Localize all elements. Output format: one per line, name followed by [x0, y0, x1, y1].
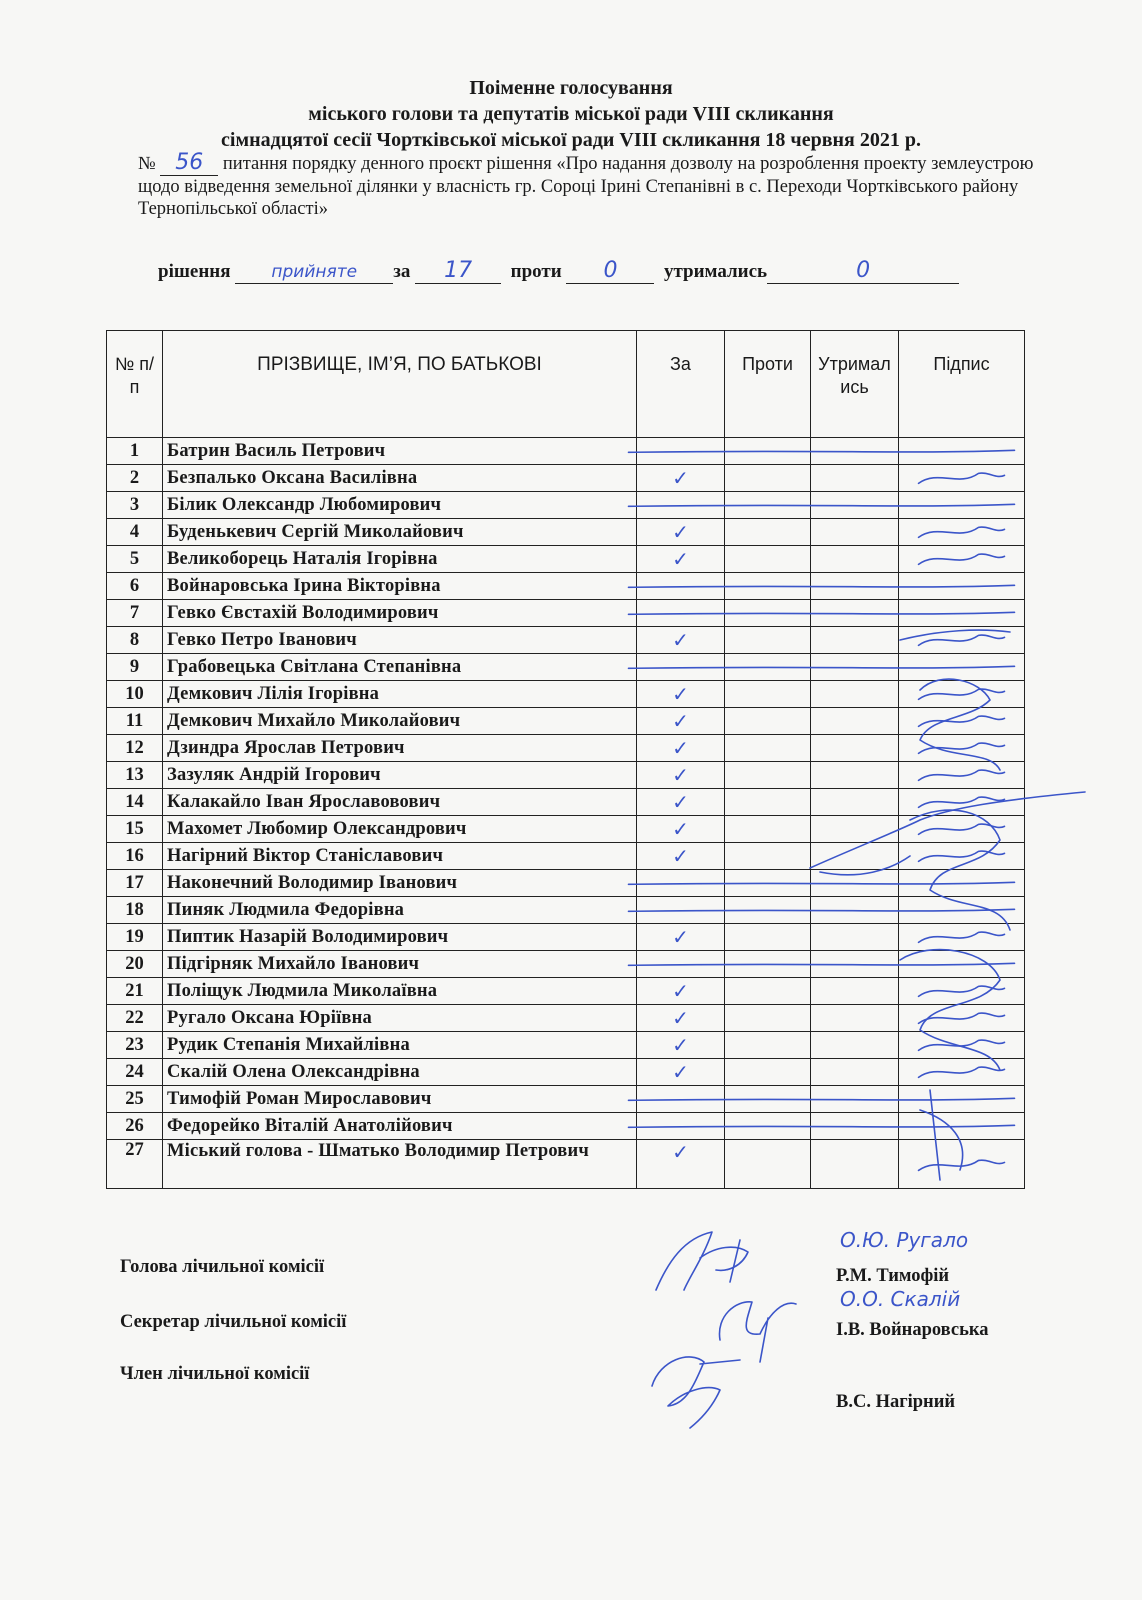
- vote-abstain-cell: [811, 708, 899, 735]
- row-number: 23: [107, 1032, 163, 1059]
- decision-field: [235, 261, 393, 284]
- signature-cell: [899, 1140, 1025, 1189]
- signature-cell: [899, 843, 1025, 870]
- signature-cell: [899, 978, 1025, 1005]
- signature-cell: [899, 438, 1025, 465]
- deputy-name: Пиняк Людмила Федорівна: [163, 897, 637, 924]
- vote-abstain-cell: [811, 546, 899, 573]
- vote-against-cell: [725, 843, 811, 870]
- vote-abstain-cell: [811, 681, 899, 708]
- vote-for-cell: ✓: [637, 843, 725, 870]
- header-signature: Підпис: [899, 331, 1025, 438]
- row-number: 18: [107, 897, 163, 924]
- vote-abstain-cell: [811, 1059, 899, 1086]
- vote-abstain-cell: [811, 438, 899, 465]
- vote-for-cell: ✓: [637, 1005, 725, 1032]
- vote-for-cell: ✓: [637, 735, 725, 762]
- table-row: [107, 1140, 1025, 1189]
- table-row: [107, 519, 1025, 546]
- vote-abstain-cell: [811, 870, 899, 897]
- table-row: [107, 1005, 1025, 1032]
- signature-cell: [899, 762, 1025, 789]
- vote-against-cell: [725, 708, 811, 735]
- vote-abstain-cell: [811, 1005, 899, 1032]
- vote-abstain-cell: [811, 465, 899, 492]
- vote-for-cell: [637, 438, 725, 465]
- row-number: 9: [107, 654, 163, 681]
- deputy-name: Грабовецька Світлана Степанівна: [163, 654, 637, 681]
- vote-against-cell: [725, 951, 811, 978]
- signature-cell: [899, 627, 1025, 654]
- vote-against-cell: [725, 978, 811, 1005]
- signature-cell: [899, 708, 1025, 735]
- row-number: 24: [107, 1059, 163, 1086]
- table-row: [107, 735, 1025, 762]
- deputy-name: Махомет Любомир Олександрович: [163, 816, 637, 843]
- signature-cell: [899, 870, 1025, 897]
- vote-against-cell: [725, 492, 811, 519]
- vote-abstain-cell: [811, 519, 899, 546]
- signature-cell: [899, 573, 1025, 600]
- document-subtitle: міського голови та депутатів міської ради VIII скликання: [308, 103, 834, 125]
- for-label: за: [393, 261, 411, 282]
- table-row: [107, 600, 1025, 627]
- vote-against-cell: [725, 465, 811, 492]
- vote-for-cell: [637, 897, 725, 924]
- table-row: [107, 681, 1025, 708]
- deputy-name: Нагірний Віктор Станіславович: [163, 843, 637, 870]
- vote-against-cell: [725, 1005, 811, 1032]
- table-row: [107, 1032, 1025, 1059]
- table-row: [107, 1059, 1025, 1086]
- vote-against-cell: [725, 438, 811, 465]
- vote-against-cell: [725, 735, 811, 762]
- vote-against-cell: [725, 1140, 811, 1189]
- vote-against-cell: [725, 1086, 811, 1113]
- vote-abstain-cell: [811, 816, 899, 843]
- table-row: [107, 1086, 1025, 1113]
- vote-for-cell: ✓: [637, 1140, 725, 1189]
- row-number: 21: [107, 978, 163, 1005]
- table-row: [107, 1113, 1025, 1140]
- deputy-name: Батрин Василь Петрович: [163, 438, 637, 465]
- against-count: 0: [603, 258, 618, 283]
- signature-cell: [899, 924, 1025, 951]
- vote-against-cell: [725, 654, 811, 681]
- row-number: 19: [107, 924, 163, 951]
- row-number: 14: [107, 789, 163, 816]
- vote-against-cell: [725, 600, 811, 627]
- vote-for-cell: [637, 492, 725, 519]
- abstained-count: 0: [856, 258, 871, 283]
- vote-for-cell: [637, 870, 725, 897]
- signature-cell: [899, 816, 1025, 843]
- vote-abstain-cell: [811, 762, 899, 789]
- vote-against-cell: [725, 627, 811, 654]
- secretary-signature: [719, 1302, 796, 1362]
- vote-abstain-cell: [811, 1032, 899, 1059]
- vote-abstain-cell: [811, 843, 899, 870]
- vote-for-cell: ✓: [637, 627, 725, 654]
- abstained-count-field: [767, 258, 959, 284]
- row-number: 11: [107, 708, 163, 735]
- vote-against-cell: [725, 519, 811, 546]
- member-signature: [652, 1357, 740, 1428]
- decision-label: рішення: [158, 261, 231, 282]
- signature-cell: [899, 1086, 1025, 1113]
- vote-table: [106, 330, 1025, 1189]
- vote-against-cell: [725, 1113, 811, 1140]
- deputy-name: Безпалько Оксана Василівна: [163, 465, 637, 492]
- vote-for-cell: [637, 654, 725, 681]
- question-number-field: [160, 152, 218, 176]
- vote-against-cell: [725, 1059, 811, 1086]
- vote-table-body: [107, 438, 1025, 1189]
- vote-for-cell: ✓: [637, 681, 725, 708]
- table-row: [107, 978, 1025, 1005]
- vote-for-cell: ✓: [637, 816, 725, 843]
- signature-cell: [899, 465, 1025, 492]
- deputy-name: Підгірняк Михайло Іванович: [163, 951, 637, 978]
- deputy-name: Зазуляк Андрій Ігорович: [163, 762, 637, 789]
- signature-cell: [899, 681, 1025, 708]
- vote-abstain-cell: [811, 924, 899, 951]
- deputy-name: Великоборець Наталія Ігорівна: [163, 546, 637, 573]
- deputy-name: Ругало Оксана Юріївна: [163, 1005, 637, 1032]
- vote-for-cell: ✓: [637, 465, 725, 492]
- row-number: 13: [107, 762, 163, 789]
- row-number: 8: [107, 627, 163, 654]
- vote-abstain-cell: [811, 627, 899, 654]
- vote-abstain-cell: [811, 978, 899, 1005]
- vote-for-cell: [637, 1086, 725, 1113]
- signature-cell: [899, 1113, 1025, 1140]
- signature-cell: [899, 654, 1025, 681]
- row-number: 26: [107, 1113, 163, 1140]
- vote-for-cell: [637, 573, 725, 600]
- header-for: За: [637, 331, 725, 438]
- vote-abstain-cell: [811, 1140, 899, 1189]
- signature-cell: [899, 789, 1025, 816]
- vote-for-cell: ✓: [637, 546, 725, 573]
- vote-against-cell: [725, 870, 811, 897]
- vote-for-cell: ✓: [637, 1059, 725, 1086]
- table-row: [107, 438, 1025, 465]
- for-count: 17: [444, 258, 473, 283]
- deputy-name: Федорейко Віталій Анатолійович: [163, 1113, 637, 1140]
- question-number-prefix: №: [138, 154, 156, 174]
- secretary-label: Секретар лічильної комісії: [120, 1312, 347, 1332]
- vote-abstain-cell: [811, 951, 899, 978]
- deputy-name: Демкович Лілія Ігорівна: [163, 681, 637, 708]
- table-row: [107, 492, 1025, 519]
- row-number: 4: [107, 519, 163, 546]
- vote-for-cell: [637, 1113, 725, 1140]
- vote-abstain-cell: [811, 1113, 899, 1140]
- signature-cell: [899, 1005, 1025, 1032]
- signature-cell: [899, 897, 1025, 924]
- deputy-name: Міський голова - Шматько Володимир Петрович: [163, 1140, 637, 1189]
- signature-cell: [899, 492, 1025, 519]
- vote-against-cell: [725, 1032, 811, 1059]
- document-title: Поіменне голосування: [469, 77, 673, 99]
- row-number: 5: [107, 546, 163, 573]
- table-row: [107, 573, 1025, 600]
- table-row: [107, 951, 1025, 978]
- signature-cell: [899, 735, 1025, 762]
- deputy-name: Буденькевич Сергій Миколайович: [163, 519, 637, 546]
- vote-abstain-cell: [811, 573, 899, 600]
- vote-abstain-cell: [811, 1086, 899, 1113]
- table-row: [107, 870, 1025, 897]
- deputy-name: Поліщук Людмила Миколаївна: [163, 978, 637, 1005]
- against-count-field: [566, 258, 654, 284]
- vote-against-cell: [725, 573, 811, 600]
- vote-abstain-cell: [811, 492, 899, 519]
- signature-cell: [899, 1059, 1025, 1086]
- table-row: [107, 627, 1025, 654]
- chair-label: Голова лічильної комісії: [120, 1257, 325, 1277]
- vote-for-cell: ✓: [637, 519, 725, 546]
- row-number: 17: [107, 870, 163, 897]
- question-text-block: [138, 152, 1078, 220]
- vote-for-cell: [637, 951, 725, 978]
- handwritten-note-chair: О.Ю. Ругало: [840, 1228, 969, 1252]
- row-number: 3: [107, 492, 163, 519]
- table-row: [107, 924, 1025, 951]
- vote-against-cell: [725, 816, 811, 843]
- signature-cell: [899, 600, 1025, 627]
- header-num: № п/п: [107, 331, 163, 438]
- vote-for-cell: ✓: [637, 924, 725, 951]
- vote-abstain-cell: [811, 735, 899, 762]
- row-number: 1: [107, 438, 163, 465]
- vote-against-cell: [725, 546, 811, 573]
- vote-for-cell: ✓: [637, 762, 725, 789]
- signature-cell: [899, 546, 1025, 573]
- vote-abstain-cell: [811, 600, 899, 627]
- deputy-name: Рудик Степанія Михайлівна: [163, 1032, 637, 1059]
- table-header-row: [107, 331, 1025, 438]
- handwritten-note-secretary: О.О. Скалій: [840, 1287, 961, 1311]
- deputy-name: Пиптик Назарій Володимирович: [163, 924, 637, 951]
- row-number: 12: [107, 735, 163, 762]
- deputy-name: Войнаровська Ірина Вікторівна: [163, 573, 637, 600]
- vote-against-cell: [725, 789, 811, 816]
- vote-abstain-cell: [811, 654, 899, 681]
- row-number: 15: [107, 816, 163, 843]
- table-row: [107, 789, 1025, 816]
- table-row: [107, 816, 1025, 843]
- table-row: [107, 843, 1025, 870]
- vote-for-cell: ✓: [637, 708, 725, 735]
- signature-cell: [899, 951, 1025, 978]
- chair-name: Р.М. Тимофій: [836, 1266, 950, 1286]
- vote-against-cell: [725, 924, 811, 951]
- deputy-name: Дзиндра Ярослав Петрович: [163, 735, 637, 762]
- row-number: 7: [107, 600, 163, 627]
- vote-for-cell: ✓: [637, 978, 725, 1005]
- row-number: 25: [107, 1086, 163, 1113]
- header-abstain: Утримались: [811, 331, 899, 438]
- deputy-name: Білик Олександр Любомирович: [163, 492, 637, 519]
- signature-cell: [899, 1032, 1025, 1059]
- member-label: Член лічильної комісії: [120, 1364, 310, 1384]
- row-number: 27: [107, 1140, 163, 1189]
- header-against: Проти: [725, 331, 811, 438]
- row-number: 10: [107, 681, 163, 708]
- row-number: 2: [107, 465, 163, 492]
- deputy-name: Гевко Петро Іванович: [163, 627, 637, 654]
- row-number: 6: [107, 573, 163, 600]
- against-label: проти: [510, 261, 562, 282]
- table-row: [107, 897, 1025, 924]
- question-text: питання порядку денного проєкт рішення «Про надання дозволу на розроблення проекту землеустрою щодо відведення земельної ділянки у власність гр. Сороці Ірині Степанівні в с. Переходи Чортківського району Тернопільської області»: [138, 154, 1034, 219]
- vote-for-cell: ✓: [637, 789, 725, 816]
- abstained-label: утримались: [663, 261, 768, 282]
- vote-against-cell: [725, 681, 811, 708]
- vote-abstain-cell: [811, 897, 899, 924]
- deputy-name: Наконечний Володимир Іванович: [163, 870, 637, 897]
- deputy-name: Тимофій Роман Мирославович: [163, 1086, 637, 1113]
- deputy-name: Гевко Євстахій Володимирович: [163, 600, 637, 627]
- row-number: 16: [107, 843, 163, 870]
- for-count-field: [415, 258, 501, 284]
- question-number-handwritten: 56: [175, 150, 204, 175]
- row-number: 22: [107, 1005, 163, 1032]
- table-row: [107, 465, 1025, 492]
- decision-handwritten: прийняте: [271, 262, 358, 282]
- chair-signature: [656, 1232, 748, 1290]
- table-row: [107, 546, 1025, 573]
- signature-cell: [899, 519, 1025, 546]
- table-row: [107, 708, 1025, 735]
- row-number: 20: [107, 951, 163, 978]
- vote-abstain-cell: [811, 789, 899, 816]
- table-row: [107, 654, 1025, 681]
- deputy-name: Калакайло Іван Ярославовович: [163, 789, 637, 816]
- session-line: сімнадцятої сесії Чортківської міської ради VIII скликання 18 червня 2021 р.: [221, 129, 921, 151]
- deputy-name: Демкович Михайло Миколайович: [163, 708, 637, 735]
- vote-for-cell: [637, 600, 725, 627]
- deputy-name: Скалій Олена Олександрівна: [163, 1059, 637, 1086]
- vote-against-cell: [725, 897, 811, 924]
- vote-for-cell: ✓: [637, 1032, 725, 1059]
- table-row: [107, 762, 1025, 789]
- decision-line: [158, 258, 959, 284]
- vote-against-cell: [725, 762, 811, 789]
- secretary-name: І.В. Войнаровська: [836, 1320, 989, 1340]
- member-name: В.С. Нагірний: [836, 1392, 956, 1412]
- header-name: ПРІЗВИЩЕ, ІМ’Я, ПО БАТЬКОВІ: [163, 331, 637, 438]
